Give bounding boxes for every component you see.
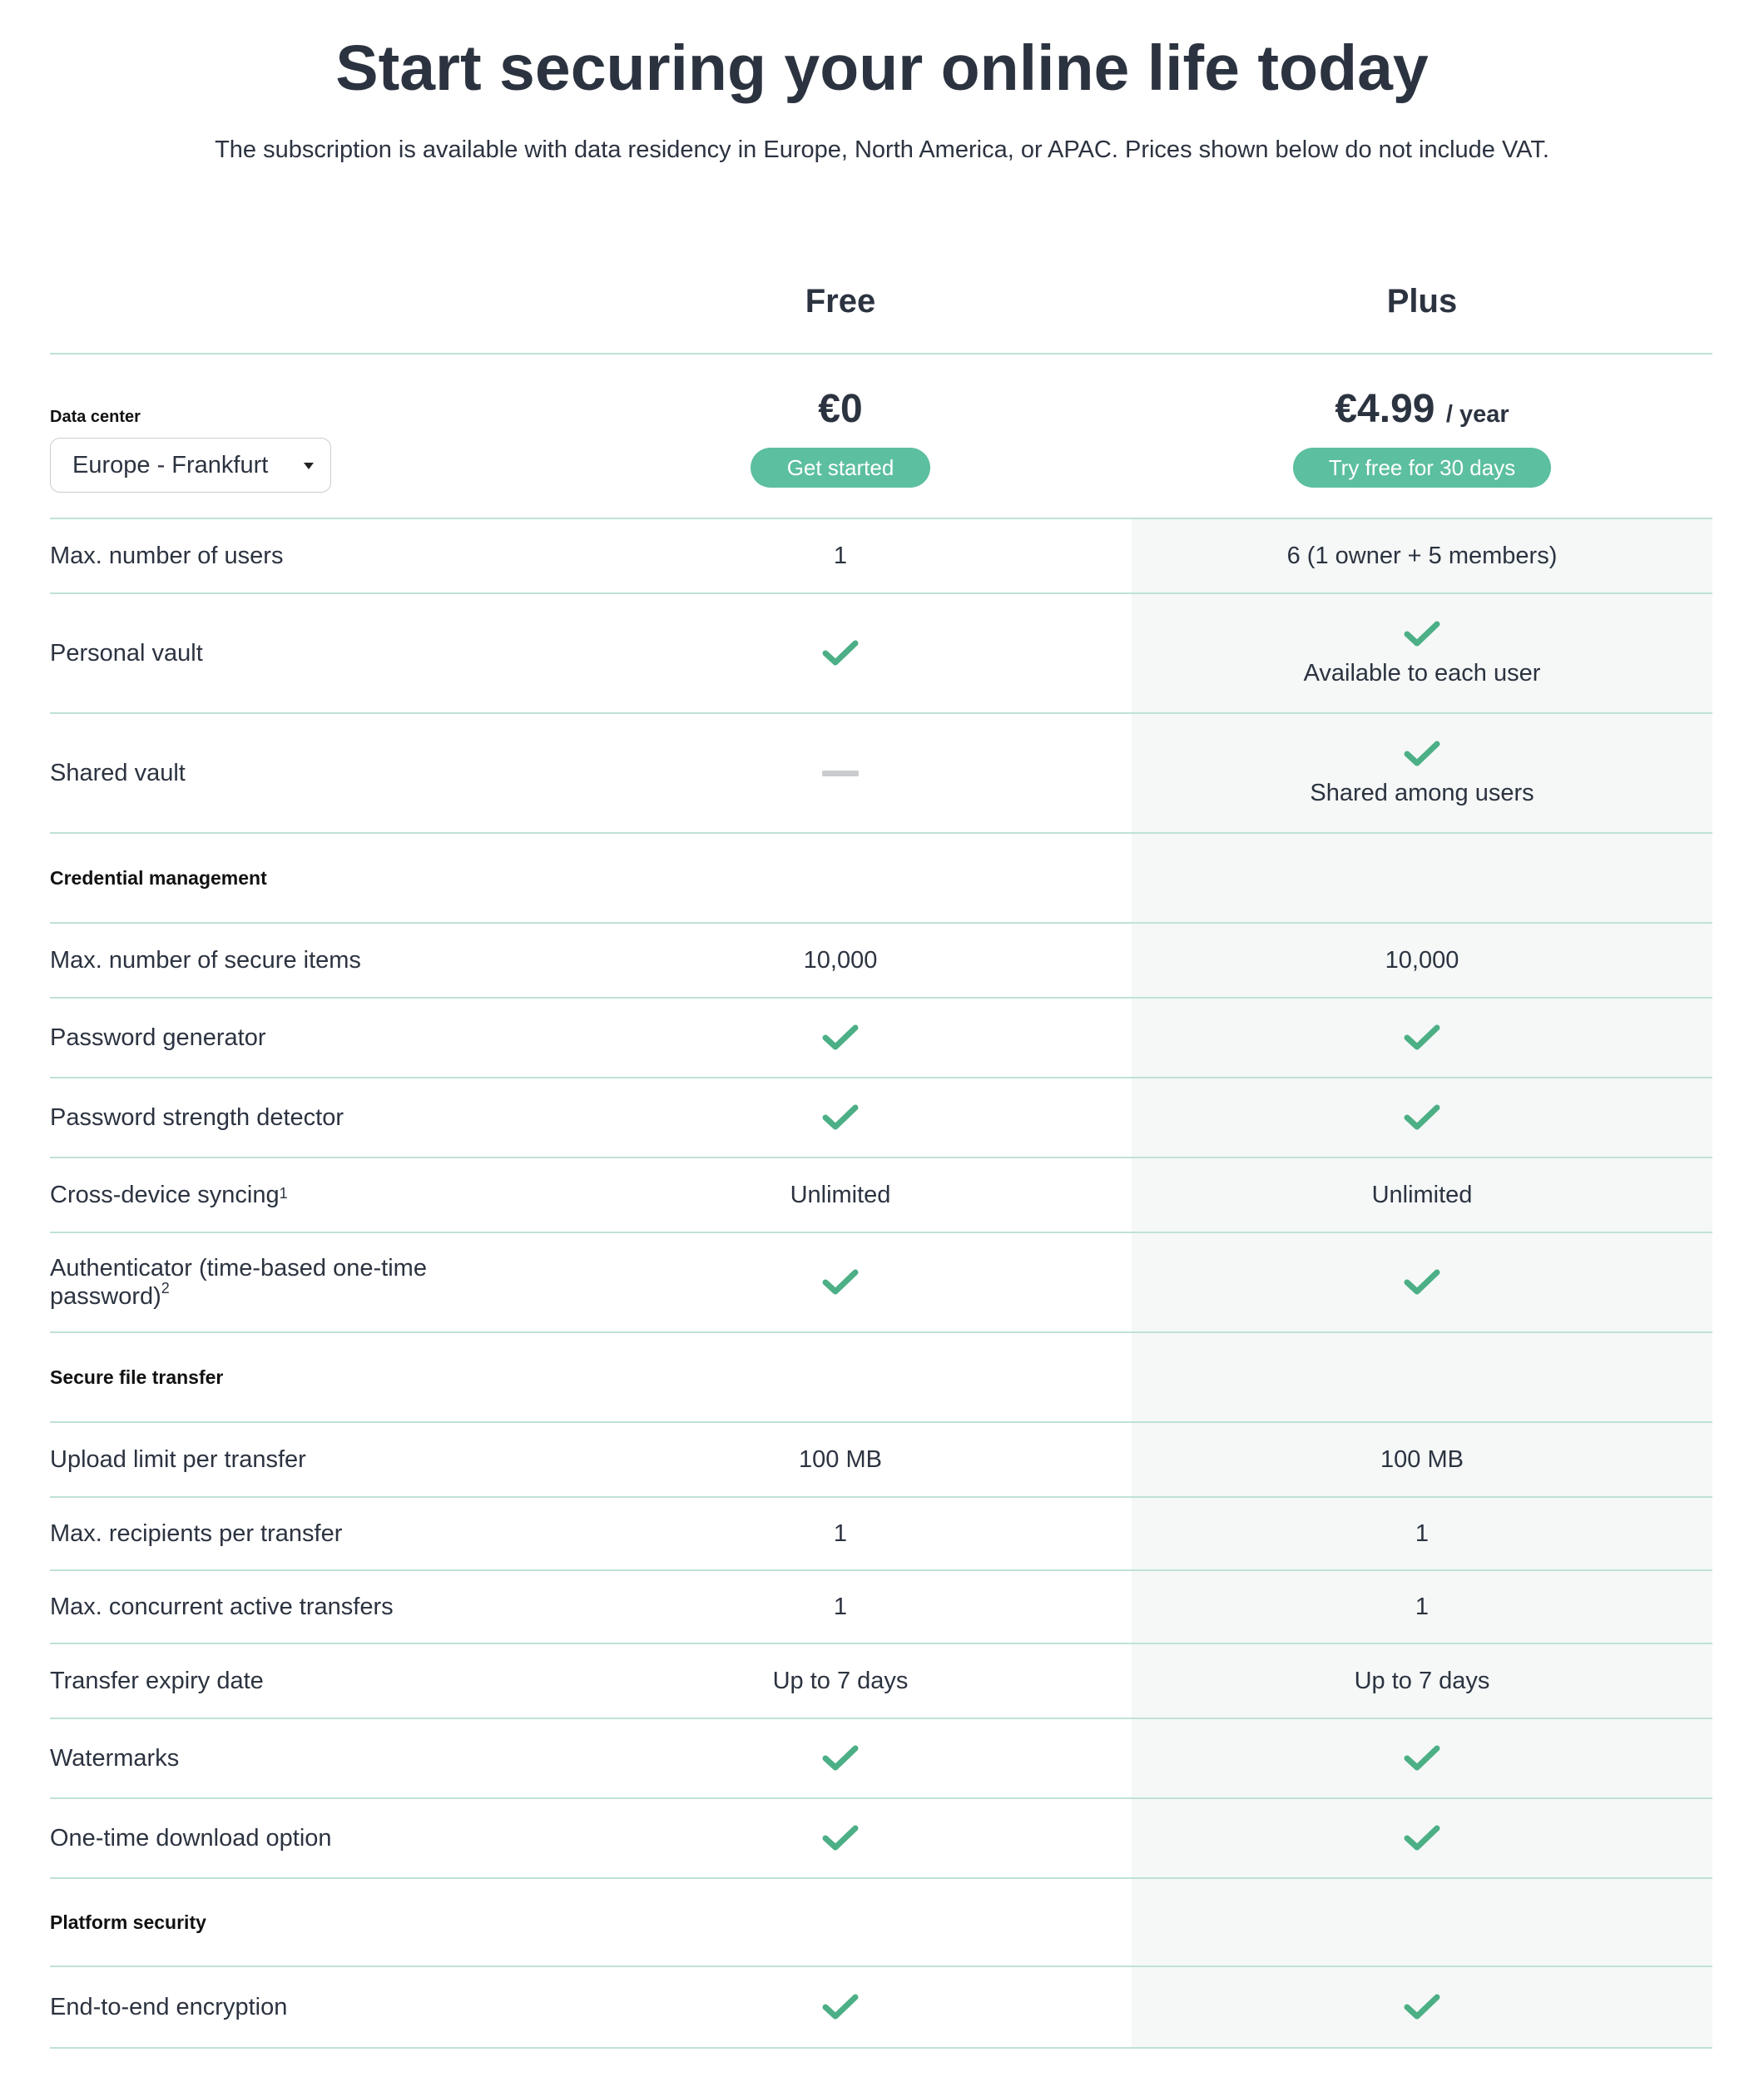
plan-name-plus: Plus [1386, 283, 1458, 320]
section-row-secure-file-transfer [50, 1333, 1712, 1423]
page-title: Start securing your online life today [335, 32, 1429, 104]
section-row-platform-security [50, 1879, 1712, 1967]
section-heading: Credential management [50, 867, 267, 889]
plan-name-free: Free [805, 283, 876, 320]
check-icon [822, 1993, 859, 2021]
check-icon [822, 1024, 859, 1052]
feature-label: Authenticator (time-based one-time password) [50, 1255, 427, 1310]
check-icon [822, 1268, 859, 1296]
feature-row-max-users [50, 519, 1712, 594]
feature-label: Max. number of users [50, 543, 284, 569]
feature-label: Upload limit per transfer [50, 1446, 306, 1473]
plus-note: Available to each user [1303, 659, 1541, 687]
feature-row-upload-limit [50, 1423, 1712, 1498]
free-value: Up to 7 days [772, 1667, 909, 1694]
check-icon [1404, 1993, 1440, 2021]
feature-row-cross-device-syncing: Cross-device syncing $^1$ Unlimited Unlimited [50, 1158, 1712, 1233]
feature-row-authenticator [50, 1233, 1712, 1333]
caret-down-icon [304, 463, 314, 469]
page-subtitle: The subscription is available with data residency in Europe, North America, or APAC. Prices shown below do not include VAT. [215, 136, 1549, 163]
plus-value: Unlimited [1371, 1181, 1473, 1208]
plus-value: 1 [1415, 1593, 1430, 1620]
feature-row-personal-vault [50, 594, 1712, 714]
feature-label: Personal vault [50, 640, 203, 667]
feature-label: Shared vault [50, 760, 186, 786]
plus-note: Shared among users [1310, 779, 1534, 806]
free-value: 100 MB [799, 1445, 882, 1473]
section-heading: Platform security [50, 1911, 206, 1933]
feature-label: One-time download option [50, 1825, 332, 1852]
feature-row-secure-items [50, 924, 1712, 999]
check-icon [1404, 1024, 1440, 1052]
section-heading: Secure file transfer [50, 1366, 224, 1388]
pricing-table [50, 266, 1712, 2049]
check-icon [822, 1103, 859, 1132]
plus-value: 100 MB [1380, 1445, 1464, 1473]
feature-row-max-recipients [50, 1498, 1712, 1571]
check-icon [822, 1744, 859, 1772]
feature-row-strength-detector [50, 1078, 1712, 1158]
check-icon [1404, 1824, 1440, 1852]
price-row [50, 354, 1712, 519]
feature-row-password-generator [50, 999, 1712, 1078]
data-center-select[interactable] [50, 438, 331, 493]
feature-row-transfer-expiry [50, 1644, 1712, 1719]
check-icon [822, 1824, 859, 1852]
section-row-credential-management [50, 834, 1712, 924]
feature-label: Cross-device syncing [50, 1182, 280, 1208]
feature-label: Watermarks [50, 1745, 180, 1772]
feature-row-watermarks [50, 1719, 1712, 1799]
feature-label: Password generator [50, 1024, 266, 1051]
free-value: 1 [833, 1519, 848, 1547]
check-icon [1404, 740, 1440, 768]
data-center-selected-value: Europe - Frankfurt [72, 452, 269, 478]
feature-label: Max. recipients per transfer [50, 1520, 343, 1547]
feature-row-concurrent-transfers [50, 1571, 1712, 1644]
feature-row-one-time-download [50, 1799, 1712, 1879]
data-center-label: Data center [50, 408, 141, 426]
plus-value: 1 [1415, 1519, 1430, 1547]
check-icon [1404, 1268, 1440, 1296]
price-plus-period: / year [1445, 401, 1509, 428]
plan-header-row [50, 266, 1712, 354]
feature-label: Password strength detector [50, 1104, 344, 1131]
free-value: Unlimited [790, 1181, 891, 1208]
free-value: 1 [833, 542, 848, 569]
feature-row-end-to-end-encryption [50, 1967, 1712, 2049]
plus-value: Up to 7 days [1354, 1667, 1490, 1694]
plus-value: 6 (1 owner + 5 members) [1286, 542, 1558, 569]
check-icon [822, 639, 859, 667]
free-value: 1 [833, 1593, 848, 1620]
check-icon [1404, 620, 1440, 648]
feature-label: Transfer expiry date [50, 1668, 264, 1694]
check-icon [1404, 1103, 1440, 1132]
feature-label: Max. concurrent active transfers [50, 1594, 394, 1620]
price-plus [1132, 386, 1712, 432]
dash-icon [822, 771, 859, 776]
get-started-button[interactable]: Get started [751, 448, 930, 488]
feature-label: End-to-end encryption [50, 1994, 288, 2020]
feature-label: Max. number of secure items [50, 947, 361, 974]
try-free-button[interactable]: Try free for 30 days [1293, 448, 1551, 488]
price-plus-amount: €4.99 [1335, 387, 1435, 431]
price-free [591, 386, 1090, 432]
free-value: 10,000 [803, 946, 878, 974]
footnote-marker: 2 [161, 1280, 170, 1297]
price-free-amount: €0 [818, 387, 863, 431]
plus-value: 10,000 [1385, 946, 1459, 974]
check-icon [1404, 1744, 1440, 1772]
feature-row-shared-vault [50, 714, 1712, 834]
